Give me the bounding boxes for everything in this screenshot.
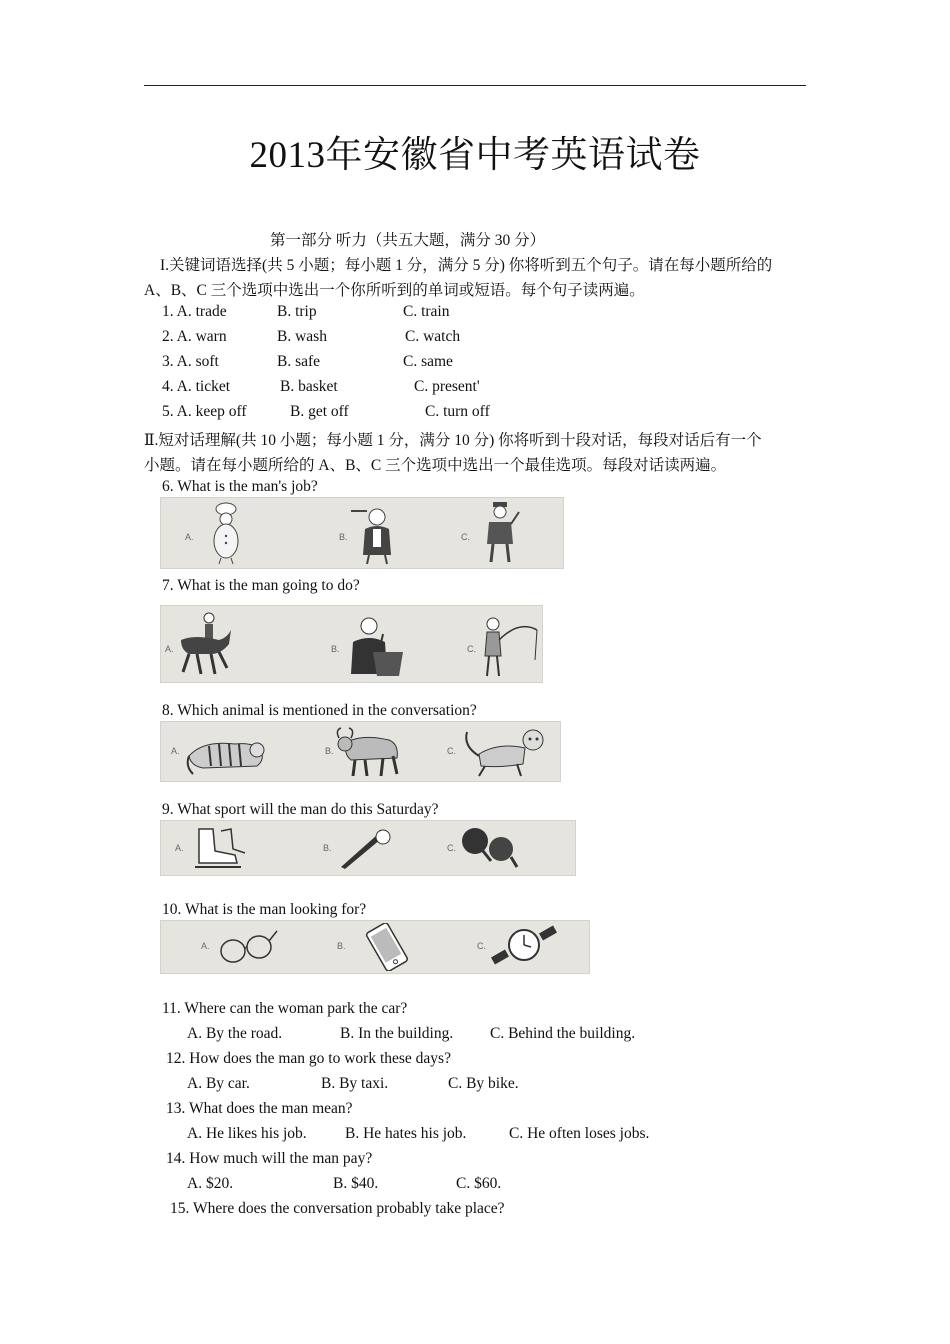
baseball-bat-icon [337,827,393,871]
question-11-option-a: A. By the road. [187,1025,283,1042]
horse-rider-icon [175,610,233,680]
question-8-picture: A. B. C. [160,721,561,782]
question-11-option-b: B. In the building. [340,1025,454,1042]
question-7: 7. What is the man going to do? [162,577,360,594]
item-3-a: 3. A. soft [162,353,219,370]
tiger-icon [183,726,269,778]
question-11-option-c: C. Behind the building. [490,1025,636,1042]
item-3-b: B. safe [277,353,321,370]
item-4-a: 4. A. ticket [162,378,231,395]
question-10: 10. What is the man looking for? [162,901,367,918]
item-5-b: B. get off [290,403,349,420]
question-13-option-c: C. He often loses jobs. [509,1125,650,1142]
question-9: 9. What sport will the man do this Saturday? [162,801,439,818]
question-13: 13. What does the man mean? [166,1100,353,1117]
section1-intro-line1: I.关键词语选择(共 5 小题；每小题 1 分，满分 5 分) 你将听到五个句子。请在每小题所给的 [160,257,773,274]
policeman-icon [477,500,523,564]
question-13-option-a: A. He likes his job. [187,1125,307,1142]
question-14-option-b: B. $40. [333,1175,379,1192]
question-8: 8. Which animal is mentioned in the conversation? [162,702,477,719]
item-3-c: C. same [403,353,453,370]
ice-skates-icon [191,825,251,871]
question-7-picture: A. B. C. [160,605,543,683]
bull-icon [333,724,411,778]
section1-intro-line2: A、B、C 三个选项中选出一个你所听到的单词或短语。每个句子读两遍。 [144,282,645,299]
item-5-c: C. turn off [425,403,490,420]
question-14: 14. How much will the man pay? [166,1150,373,1167]
question-12-option-c: C. By bike. [448,1075,519,1092]
speaker-podium-icon [343,612,405,678]
item-1-c: C. train [403,303,450,320]
item-5-a: 5. A. keep off [162,403,247,420]
glasses-icon [215,925,281,969]
question-14-option-c: C. $60. [456,1175,502,1192]
question-14-option-a: A. $20. [187,1175,234,1192]
question-6: 6. What is the man's job? [162,478,318,495]
wristwatch-icon [489,923,559,971]
fisherman-icon [479,610,541,680]
waiter-icon [347,501,403,565]
question-15: 15. Where does the conversation probably take place? [170,1200,505,1217]
question-13-option-b: B. He hates his job. [345,1125,467,1142]
monkey-icon [459,726,551,778]
question-10-picture: A. B. C. [160,920,590,974]
item-1-a: 1. A. trade [162,303,227,320]
ping-pong-paddles-icon [457,825,521,871]
section2-intro-line2: 小题。请在每小题所给的 A、B、C 三个选项中选出一个最佳选项。每段对话读两遍。 [144,457,727,474]
part-heading: 第一部分 听力（共五大题，满分 30 分） [270,232,546,249]
top-rule [144,85,806,86]
chef-icon [201,501,251,565]
item-2-c: C. watch [405,328,461,345]
item-1-b: B. trip [277,303,317,320]
question-12-option-b: B. By taxi. [321,1075,389,1092]
section2-intro-line1: Ⅱ.短对话理解(共 10 小题；每小题 1 分，满分 10 分) 你将听到十段对话，每段对话后有一个 [144,432,762,449]
item-2-b: B. wash [277,328,327,345]
item-2-a: 2. A. warn [162,328,227,345]
question-9-picture: A. B. C. [160,820,576,876]
page-title: 2013年安徽省中考英语试卷 [249,135,701,176]
question-12-option-a: A. By car. [187,1075,250,1092]
question-12: 12. How does the man go to work these days? [166,1050,451,1067]
question-6-picture: A. B. C. [160,497,564,569]
item-4-c: C. present' [414,378,480,395]
item-4-b: B. basket [280,378,338,395]
mobile-phone-icon [359,923,415,971]
question-11: 11. Where can the woman park the car? [162,1000,408,1017]
